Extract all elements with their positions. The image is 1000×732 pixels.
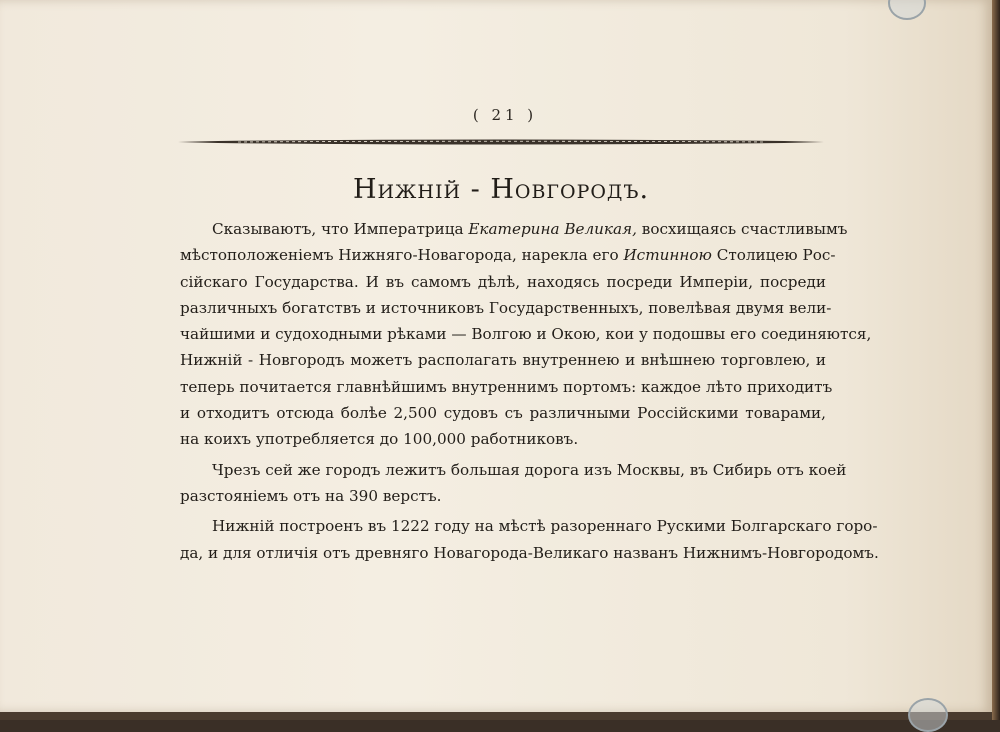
text-line: [180, 483, 826, 509]
text-run: чайшими и судоходными рѣками — Волгою и Окою, кои у подошвы его соединяются,: [180, 325, 872, 344]
text-run: на коихъ употребляется до 100,000 работниковъ.: [180, 430, 579, 449]
decorative-rule: [178, 138, 824, 146]
text-line: [180, 269, 826, 295]
text-run: Столицею Рос-: [711, 246, 836, 265]
text-run: Нижній построенъ въ 1222 году на мѣстѣ разореннаго Рускими Болгарскаго горо-: [212, 517, 878, 536]
text-run: разстояніемъ отъ на 390 верстъ.: [180, 486, 442, 505]
text-run: мѣстоположеніемъ Нижняго-Новагорода, нарекла его: [180, 246, 624, 265]
text-line: [180, 540, 879, 566]
paragraph: [180, 216, 872, 453]
text-run: да, и для отличія отъ древняго Новагорода-Великаго названъ Нижнимъ-Новгородомъ.: [180, 543, 879, 562]
text-line: [180, 374, 833, 400]
text-run: Чрезъ сей же городъ лежитъ большая дорога изъ Москвы, въ Сибирь отъ коей: [212, 460, 847, 479]
text-line: [180, 216, 848, 242]
text-line: [180, 426, 826, 452]
body-text: [180, 216, 879, 566]
text-line: [180, 242, 836, 268]
text-run: сійскаго Государства. И въ самомъ дѣлѣ, находясь посреди Имперіи, посреди: [180, 272, 826, 291]
text-line: [180, 295, 832, 321]
paragraph: [180, 457, 847, 510]
text-run: Нижній - Новгородъ можетъ располагать внутреннею и внѣшнею торговлею, и: [180, 351, 826, 370]
text-run: теперь почитается главнѣйшимъ внутреннимъ портомъ: каждое лѣто приходитъ: [180, 377, 833, 396]
text-run: восхищаясь счастливымъ: [636, 220, 848, 238]
paragraph: [180, 513, 879, 566]
text-line: [180, 457, 847, 483]
text-line: [180, 321, 872, 347]
text-run: и отходитъ отсюда болѣе 2,500 судовъ съ различными Россійскими товарами,: [180, 404, 826, 423]
page-clip-top: [888, 0, 926, 20]
italic-text-run: Истинною: [623, 246, 712, 265]
italic-text-run: Екатерина Великая,: [468, 220, 637, 238]
page-title: Нижній - Новгородъ.: [352, 174, 650, 205]
page-number: ( 21 ): [472, 106, 538, 124]
text-run: различныхъ богатствъ и источниковъ Государственныхъ, повелѣвая двумя вели-: [180, 298, 832, 317]
text-line: [180, 400, 826, 426]
page-clip-bottom: [908, 698, 948, 732]
text-line: [180, 513, 878, 539]
text-line: [180, 347, 826, 373]
book-edge: [992, 0, 1000, 720]
text-run: Сказываютъ, что Императрица: [212, 220, 469, 238]
